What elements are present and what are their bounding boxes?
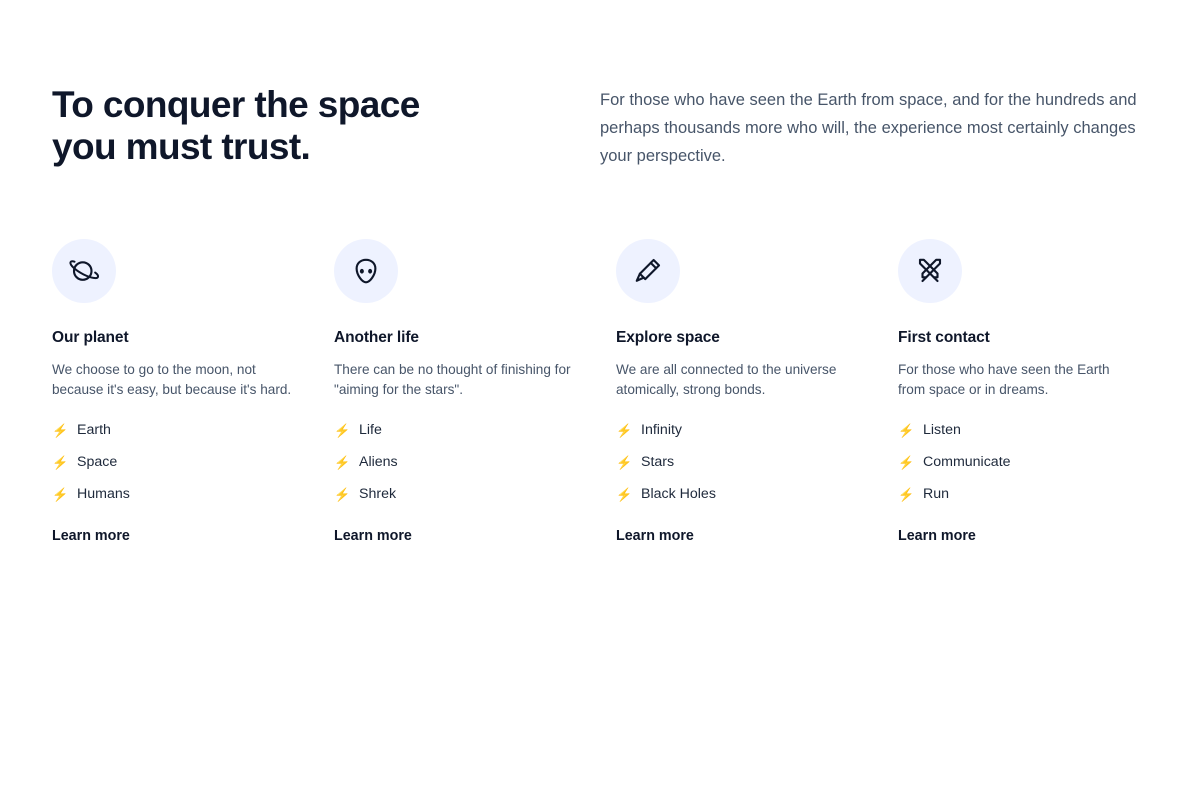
list-item-label: Shrek — [359, 486, 397, 502]
feature-description: There can be no thought of finishing for "aiming for the stars". — [334, 362, 571, 397]
list-item — [334, 414, 576, 446]
headline-line-1: To conquer the space — [52, 84, 420, 125]
feature-title: Another life — [334, 329, 419, 346]
header-right — [600, 86, 1145, 170]
list-item-label: Run — [923, 486, 950, 502]
list-item-label: Communicate — [923, 454, 1011, 470]
list-item — [52, 414, 294, 446]
bolt-icon: ⚡ — [334, 454, 351, 470]
crossed-swords-icon — [898, 239, 962, 303]
page-title — [52, 86, 600, 165]
telescope-icon — [616, 239, 680, 303]
alien-icon — [334, 239, 398, 303]
learn-more-link[interactable]: Learn more — [334, 528, 412, 544]
bolt-icon: ⚡ — [52, 454, 69, 470]
feature-list — [334, 414, 576, 510]
bolt-icon: ⚡ — [334, 486, 351, 502]
list-item-label: Earth — [77, 422, 111, 438]
bolt-icon: ⚡ — [334, 422, 351, 438]
list-item-label: Space — [77, 454, 118, 470]
feature-description: We choose to go to the moon, not because it's easy, but because it's hard. — [52, 362, 292, 397]
list-item-label: Life — [359, 422, 382, 438]
bolt-icon: ⚡ — [52, 422, 69, 438]
feature-title: First contact — [898, 329, 990, 346]
list-item — [52, 446, 294, 478]
feature-list — [616, 414, 858, 510]
feature-list — [898, 414, 1140, 510]
list-item-label: Listen — [923, 422, 961, 438]
list-item-label: Infinity — [641, 422, 683, 438]
list-item-label: Stars — [641, 454, 675, 470]
bolt-icon: ⚡ — [52, 486, 69, 502]
feature-card-our-planet — [52, 239, 334, 545]
list-item — [898, 478, 1140, 510]
list-item — [616, 414, 858, 446]
bolt-icon: ⚡ — [898, 454, 915, 470]
intro-paragraph: For those who have seen the Earth from space, and for the hundreds and perhaps thousands more who will, the experience most certainly changes your perspective. — [600, 91, 1137, 165]
bolt-icon: ⚡ — [616, 422, 633, 438]
list-item — [616, 478, 858, 510]
feature-list — [52, 414, 294, 510]
list-item — [334, 446, 576, 478]
list-item — [616, 446, 858, 478]
bolt-icon: ⚡ — [898, 422, 915, 438]
list-item-label: Black Holes — [641, 486, 716, 502]
bolt-icon: ⚡ — [616, 454, 633, 470]
feature-card-explore-space — [616, 239, 898, 545]
list-item — [898, 446, 1140, 478]
header — [52, 0, 1148, 170]
feature-card-another-life — [334, 239, 616, 545]
header-left — [52, 86, 600, 165]
feature-title: Explore space — [616, 329, 720, 346]
list-item — [334, 478, 576, 510]
bolt-icon: ⚡ — [616, 486, 633, 502]
feature-card-first-contact — [898, 239, 1180, 545]
list-item — [52, 478, 294, 510]
feature-grid — [52, 239, 1148, 545]
learn-more-link[interactable]: Learn more — [616, 528, 694, 544]
list-item-label: Aliens — [359, 454, 398, 470]
feature-title: Our planet — [52, 329, 129, 346]
headline-line-2: you must trust. — [52, 126, 311, 167]
bolt-icon: ⚡ — [898, 486, 915, 502]
feature-description: We are all connected to the universe atomically, strong bonds. — [616, 362, 837, 397]
feature-description: For those who have seen the Earth from space or in dreams. — [898, 362, 1110, 397]
learn-more-link[interactable]: Learn more — [52, 528, 130, 544]
list-item-label: Humans — [77, 486, 130, 502]
planet-icon — [52, 239, 116, 303]
list-item — [898, 414, 1140, 446]
learn-more-link[interactable]: Learn more — [898, 528, 976, 544]
